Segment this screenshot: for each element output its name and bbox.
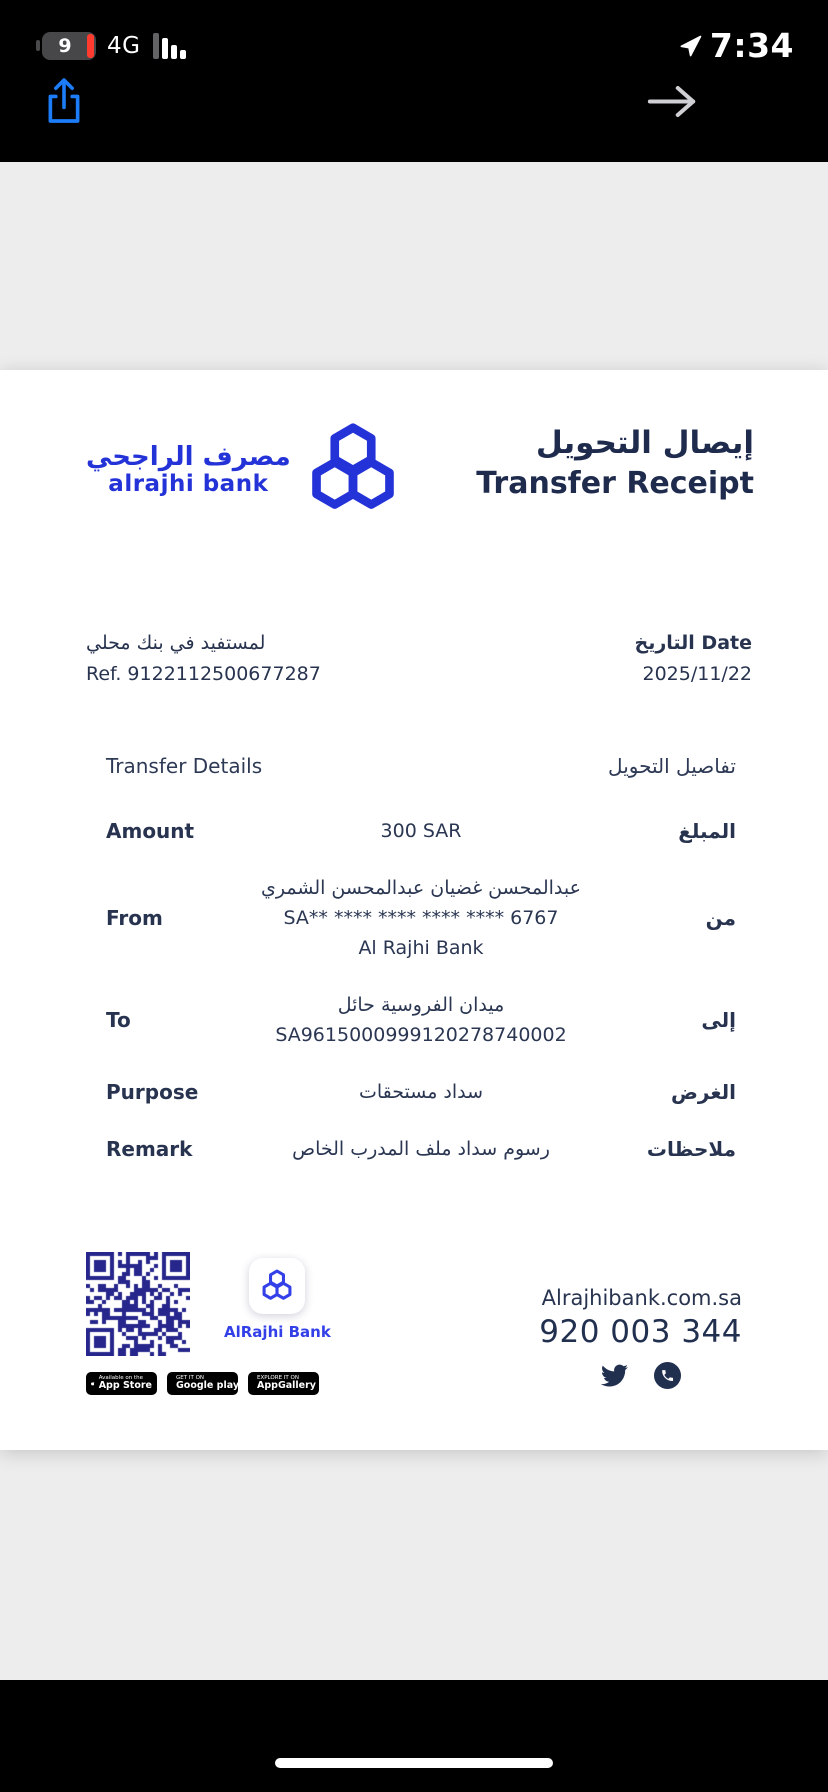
home-indicator[interactable] — [275, 1758, 553, 1768]
sender-name: عبدالمحسن غضيان عبدالمحسن الشمري — [261, 877, 581, 899]
battery-icon — [36, 32, 96, 60]
date-label: التاريخ Date — [634, 632, 752, 654]
whatsapp-icon — [654, 1362, 681, 1389]
from-label-en: From — [106, 906, 163, 930]
sender-bank: Al Rajhi Bank — [358, 937, 484, 959]
battery-body — [42, 32, 96, 60]
beneficiary-block — [86, 628, 321, 690]
remark-value: رسوم سداد ملف المدرب الخاص — [292, 1138, 550, 1160]
status-bar — [0, 0, 828, 65]
purpose-row — [0, 1077, 828, 1107]
clock-time: 7:34 — [709, 26, 794, 65]
google-play-badge: GET IT ON Google play — [167, 1372, 238, 1395]
purpose-value: سداد مستحقات — [358, 1081, 484, 1103]
amount-row — [0, 816, 828, 846]
to-row — [0, 990, 828, 1050]
status-and-toolbar — [0, 0, 828, 162]
remark-label-ar: ملاحظات — [646, 1137, 736, 1161]
transfer-receipt-card — [0, 370, 828, 1450]
beneficiary-name: ميدان الفروسية حائل — [337, 994, 505, 1016]
forward-arrow-icon[interactable] — [647, 84, 697, 119]
purpose-label-ar: الغرض — [671, 1080, 736, 1104]
bank-logo-icon — [305, 422, 401, 518]
amount-label-ar: المبلغ — [678, 819, 736, 843]
remark-row — [0, 1134, 828, 1164]
date-value: 2025/11/22 — [642, 663, 752, 685]
bank-app-block — [224, 1258, 331, 1341]
to-label-en: To — [106, 1008, 131, 1032]
status-left — [36, 32, 186, 60]
section-title-english: Transfer Details — [106, 754, 263, 778]
bank-app-label: AlRajhi Bank — [224, 1323, 331, 1341]
app-store-badge: Available on the App Store — [86, 1372, 157, 1395]
from-label-ar: من — [705, 906, 736, 930]
section-title-arabic: تفاصيل التحويل — [608, 754, 736, 778]
share-icon[interactable] — [44, 75, 84, 127]
beneficiary-note: لمستفيد في بنك محلي — [86, 632, 266, 654]
bank-logo-wordmark — [86, 443, 291, 497]
bank-app-icon — [249, 1258, 305, 1314]
preview-toolbar — [0, 65, 828, 127]
receipt-title-arabic: إيصال التحويل — [535, 425, 754, 461]
to-value — [246, 990, 596, 1050]
qr-code — [86, 1252, 190, 1356]
footer-right — [539, 1252, 742, 1389]
amount-label-en: Amount — [106, 819, 195, 843]
receipt-title — [476, 422, 754, 504]
reference-number: Ref. 9122112500677287 — [86, 663, 321, 685]
location-arrow-icon — [679, 34, 703, 58]
bank-logo — [86, 422, 401, 518]
store-badges — [86, 1372, 331, 1395]
remark-label-en: Remark — [106, 1137, 193, 1161]
battery-percent: 9 — [58, 34, 72, 57]
footer-left — [86, 1252, 331, 1395]
bank-name-english: alrajhi bank — [108, 470, 269, 497]
network-type-label: 4G — [107, 32, 141, 59]
battery-level-red — [87, 34, 94, 58]
purpose-label-en: Purpose — [106, 1080, 199, 1104]
receipt-title-english: Transfer Receipt — [476, 466, 754, 501]
bottom-bar — [0, 1680, 828, 1792]
receipt-meta — [0, 628, 828, 690]
bank-name-arabic: مصرف الراجحي — [86, 442, 291, 473]
beneficiary-iban: SA9615000999120278740002 — [275, 1024, 567, 1046]
bank-phone: 920 003 344 — [539, 1314, 742, 1350]
amount-value: 300 SAR — [380, 820, 462, 842]
signal-strength-icon — [153, 32, 186, 59]
twitter-icon — [601, 1362, 628, 1389]
receipt-footer — [0, 1252, 828, 1395]
from-row — [0, 873, 828, 963]
section-header — [0, 754, 828, 778]
to-label-ar: إلى — [701, 1008, 736, 1032]
receipt-header — [0, 370, 828, 518]
status-right — [679, 26, 794, 65]
bank-website: Alrajhibank.com.sa — [541, 1286, 742, 1310]
sender-account-masked: SA** **** **** **** **** 6767 — [283, 907, 559, 929]
date-block — [635, 628, 753, 690]
social-icons — [601, 1362, 681, 1389]
transfer-details — [0, 816, 828, 1164]
apple-icon — [91, 1376, 95, 1391]
from-value — [246, 873, 596, 963]
battery-cap — [36, 40, 40, 51]
appgallery-badge: EXPLORE IT ON AppGallery — [248, 1372, 319, 1395]
